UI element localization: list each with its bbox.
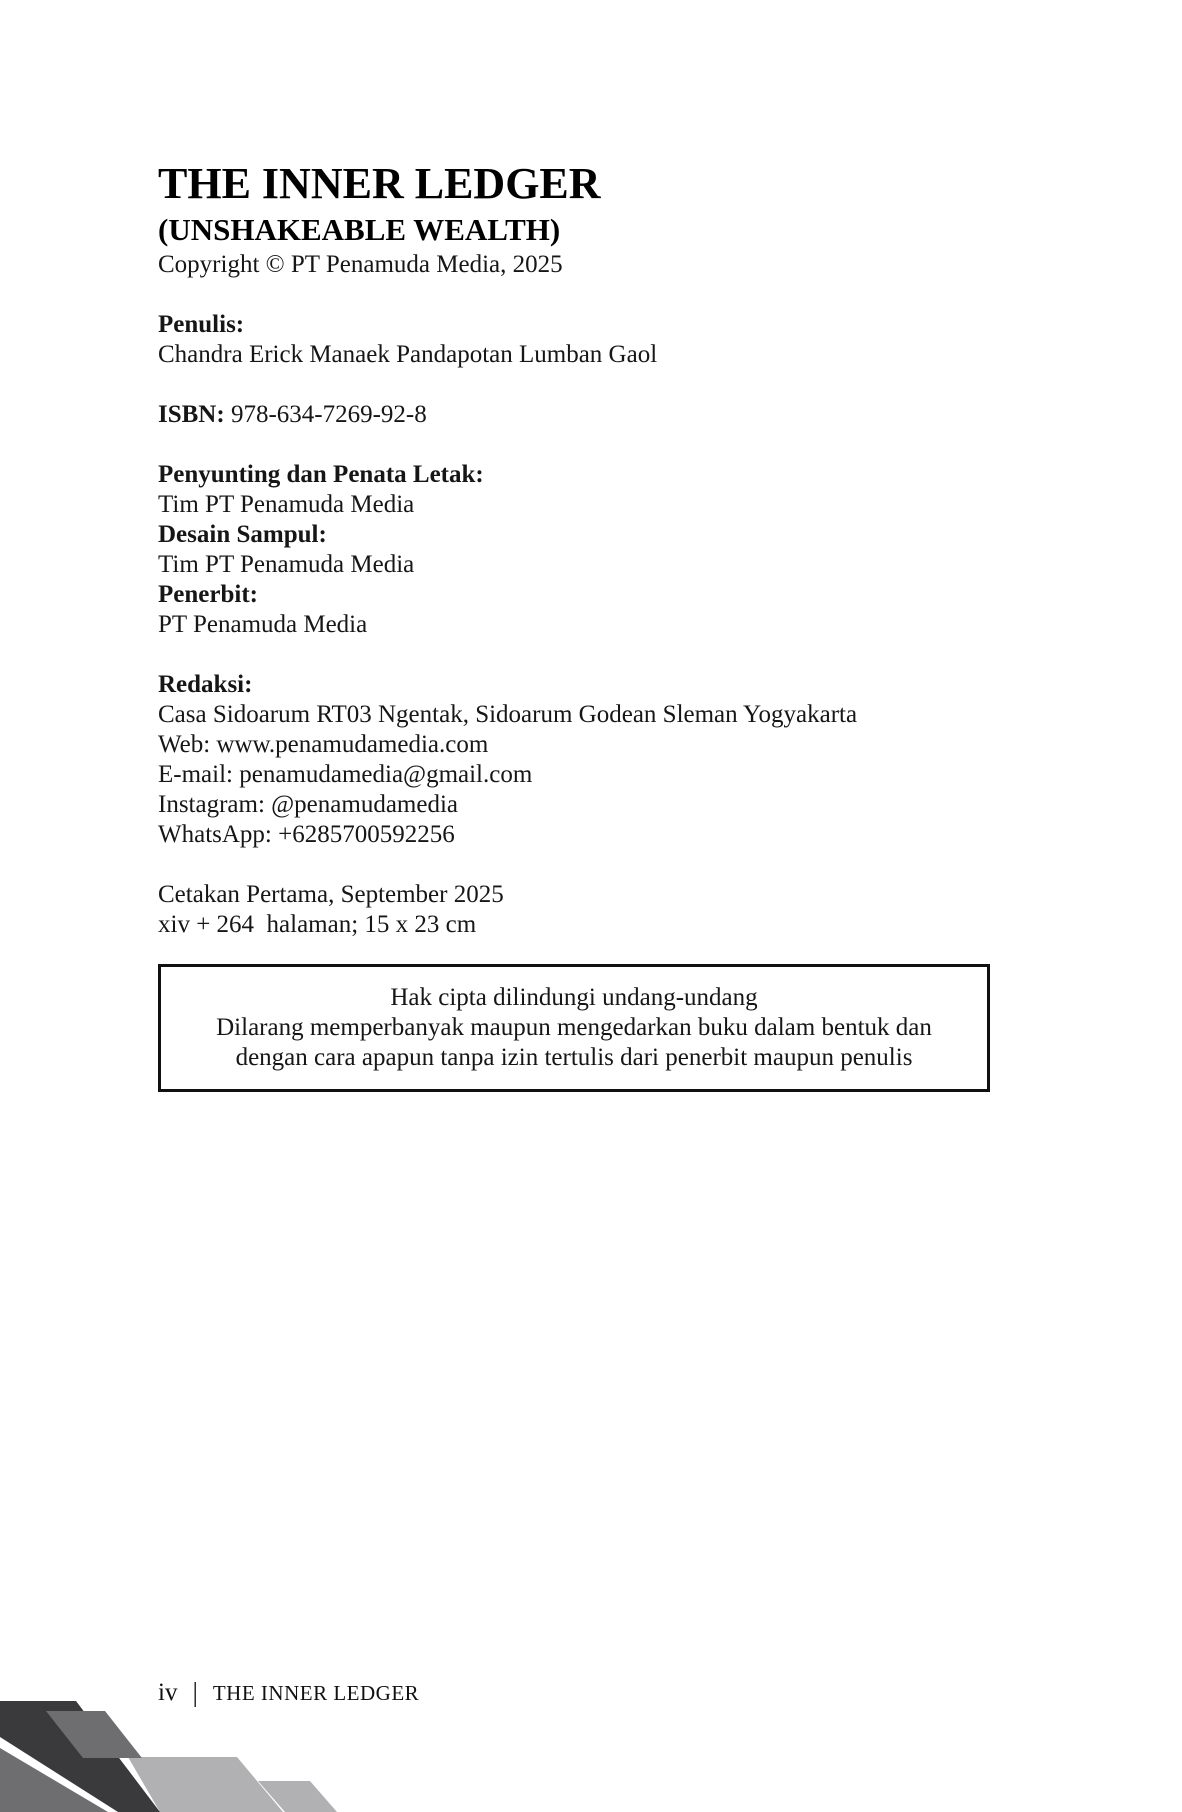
copyright-notice-box xyxy=(158,964,990,1092)
book-title: THE INNER LEDGER xyxy=(158,159,601,208)
page-number: iv xyxy=(158,1679,178,1706)
spacer xyxy=(158,640,990,670)
isbn-label: ISBN: xyxy=(158,401,225,428)
editorial-instagram: Instagram: @penamudamedia xyxy=(158,791,458,818)
running-title: THE INNER LEDGER xyxy=(212,1681,420,1705)
spacer xyxy=(158,280,990,310)
spacer xyxy=(158,850,990,880)
corner-chevron-decoration xyxy=(0,1700,420,1812)
editorial-address: Casa Sidoarum RT03 Ngentak, Sidoarum Godean Sleman Yogyakarta xyxy=(158,701,858,728)
edition-line: Cetakan Pertama, September 2025 xyxy=(158,881,504,908)
cover-design-value: Tim PT Penamuda Media xyxy=(158,551,415,578)
editorial-web: Web: www.penamudamedia.com xyxy=(158,731,489,758)
format-line: xiv + 264 halaman; 15 x 23 cm xyxy=(158,911,477,938)
spacer xyxy=(158,430,990,460)
publisher-value: PT Penamuda Media xyxy=(158,611,368,638)
copyright-line: Copyright © PT Penamuda Media, 2025 xyxy=(158,251,563,278)
isbn-line xyxy=(158,400,990,430)
footer-separator: | xyxy=(192,1677,198,1707)
notice-line-2: Dilarang memperbanyak maupun mengedarkan buku dalam bentuk dan xyxy=(216,1014,932,1041)
editor-label: Penyunting dan Penata Letak: xyxy=(158,461,484,488)
spacer xyxy=(158,370,990,400)
book-subtitle: (UNSHAKEABLE WEALTH) xyxy=(158,212,561,247)
cover-design-label: Desain Sampul: xyxy=(158,521,327,548)
editorial-whatsapp: WhatsApp: +6285700592256 xyxy=(158,821,455,848)
author-name: Chandra Erick Manaek Pandapotan Lumban Gaol xyxy=(158,341,658,368)
editorial-email: E-mail: penamudamedia@gmail.com xyxy=(158,761,533,788)
colophon-content xyxy=(158,158,990,1092)
notice-line-3: dengan cara apapun tanpa izin tertulis dari penerbit maupun penulis xyxy=(235,1044,913,1071)
author-label: Penulis: xyxy=(158,311,245,338)
isbn-value: 978-634-7269-92-8 xyxy=(230,401,427,428)
publisher-label: Penerbit: xyxy=(158,581,258,608)
editor-value: Tim PT Penamuda Media xyxy=(158,491,415,518)
notice-line-1: Hak cipta dilindungi undang-undang xyxy=(390,984,758,1011)
editorial-label: Redaksi: xyxy=(158,671,253,698)
